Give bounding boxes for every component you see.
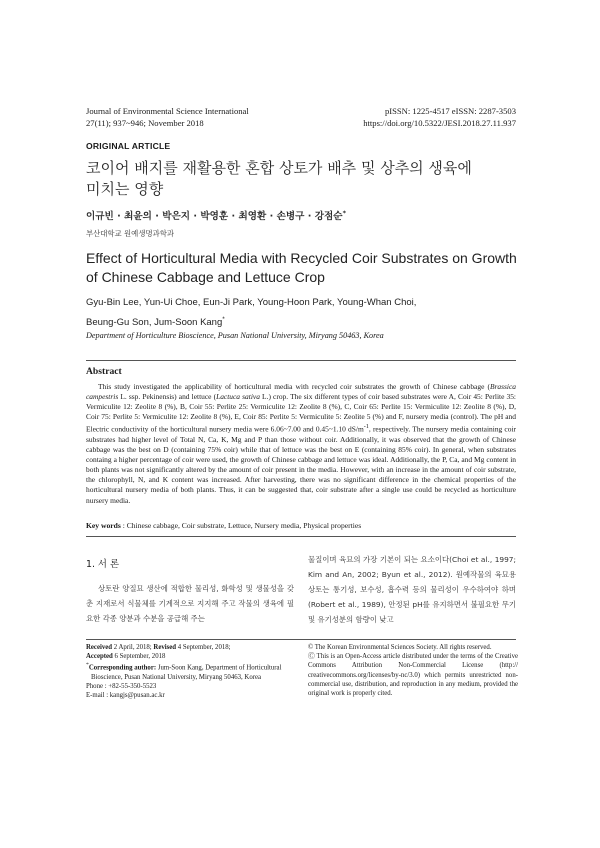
issn-header	[300, 106, 516, 129]
korean-title-line1: 코이어 배지를 재활용한 혼합 상토가 배추 및 상추의 생육에	[86, 159, 472, 177]
corresponding-mark-en: *	[222, 316, 225, 323]
footnote-rule	[86, 639, 516, 640]
corresponding-author-label: Corresponding author:	[88, 664, 157, 672]
body-text-left: 상토란 양질묘 생산에 적합한 물리성, 화학성 및 생물성을 갖춘 지재로서 식물체를 기계적으로 지지해 주고 작물의 생육에 필요한 각종 양분과 수분을 공급해 주는	[86, 584, 294, 623]
english-authors-line1: Gyu-Bin Lee, Yun-Ui Choe, Eun-Ji Park, Young-Hoon Park, Young-Whan Choi,	[86, 297, 417, 308]
corresponding-mark: *	[342, 208, 346, 217]
article-type: ORIGINAL ARTICLE	[86, 141, 171, 151]
abstract-heading: Abstract	[86, 366, 122, 377]
korean-title	[86, 158, 526, 200]
keywords-list: : Chinese cabbage, Coir substrate, Lettuce, Nursery media, Physical properties	[120, 521, 362, 530]
article-history: Received 2 April, 2018; Revised 4 September, 2018; Accepted 6 September, 2018 *Corresponding author: Jum-Soon Kang, Department of Horticultural Bioscience, Pusan National University, Miryang 50463, Korea Phone : +82-55-350-5523 E-mail : kangjs@pusan.ac.kr	[86, 643, 296, 700]
abstract-bottom-rule	[86, 536, 516, 537]
doi-link[interactable]: https://doi.org/10.5322/JESI.2018.27.11.937	[363, 117, 516, 128]
license-text: Ⓒ This is an Open-Access article distributed under the terms of the Creative Commons Attribution Non-Commercial License (http:// creativecommons.org/licenses/by-nc/3.0) which permits unrestricted non-commercial use, distribution, and reproduction in any medium, provided the original work is properly cited.	[308, 653, 518, 698]
keywords-label: Key words	[86, 521, 121, 530]
species-name: Lactuca sativa	[216, 392, 260, 402]
email[interactable]: E-mail : kangjs@pusan.ac.kr	[86, 692, 165, 700]
species-name: Brassica campestris	[86, 382, 516, 402]
body-text-right: 물질이며 육묘의 가장 기본이 되는 요소이다(Choi et al., 1997; Kim and An, 2002; Byun et al., 2012). 원예작물의 육묘용 상토는 통기성, 보수성, 흡수력 등의 물리성이 우수하여야 하며(Robert et al., 1989), 안정된 pH를 유지하면서 불필요한 무기 및 유기성분의 함량이 낮고	[308, 555, 516, 624]
journal-volume: 27(11); 937~946; November 2018	[86, 117, 204, 128]
korean-authors	[86, 208, 346, 222]
phone: Phone : +82-55-350-5523	[86, 683, 157, 691]
issn: pISSN: 1225-4517 eISSN: 2287-3503	[384, 106, 516, 116]
copyright: © The Korean Environmental Sciences Society. All rights reserved.	[308, 644, 492, 651]
abstract-top-rule	[86, 360, 516, 361]
korean-affiliation: 부산대학교 원예생명과학과	[86, 229, 175, 238]
abstract-text: This study investigated the applicability of horticultural media with recycled coir substrates the growth of Chinese cabbage (Brassica campestris L. ssp. Pekinensis) and lettuce (Lactuca sativa L.) crop. The six different types of coir based substrates were A, Coir 45: Perlite 35: Vermiculite 12: Zeolite 8 (%), B, Coir 55: Perlite 25: Vermiculite 12: Zeolite 8 (%), C, Coir 65: Perlite 15: Vermiculite 12: Zeolite 8 (%), D, Coir 75: Perlite 5: Vermiculite 12: Zeolite 8 (%), E, Coir 85: Perlite 5: Vermiculite 5: Zeolite 5 (%) and F, nursery media (control). The pH and Electric conductivity of the horticultural nursery media were 6.06~7.00 and 0.45~1.10 $dS/m^{-1}$, respectively. The nursery media containing coir substrates had higher level of Total N, Ca, K, Mg and P than those without coir. Additionally, it was observed that the growth of Chinese cabbage was the best on D (containing 75% coir) while that of lettuce was the best on E (containing 85% coir). In general, when substrates containg a higher percentage of coir were used, the growth of Chinese cabbage and lettuce was ideal. Additionally, the P, Ca, and Mg content in both plants was not significantly altered by the amount of coir present in the media. However, with an increase in the amount of coir substrate, the chlorophyll, N, and K content was increased. After harvesting, there was no significant difference in the chemical properties of the horticultural nursery media of both plants. Thus, it can be suggested that, coir substrate after a single use could be recycled as horticulture nursery media.	[86, 382, 517, 505]
english-authors-line2: Beung-Gu Son, Jum-Soon Kang	[86, 317, 223, 329]
english-authors	[86, 294, 516, 331]
korean-author-list: 이규빈 · 최윤의 · 박은지 · 박영훈 · 최영환 · 손병구 · 강점순	[86, 211, 343, 222]
keywords	[86, 521, 516, 530]
copyright-license	[308, 643, 518, 698]
english-title: Effect of Horticultural Media with Recycled Coir Substrates on Growth of Chinese Cabbage and Lettuce Crop	[86, 250, 517, 285]
section-heading: 1. 서 론	[86, 559, 120, 570]
journal-header	[86, 106, 326, 129]
journal-name: Journal of Environmental Science International	[86, 106, 249, 116]
korean-title-line2: 미치는 영향	[86, 180, 164, 198]
english-affiliation: Department of Horticulture Bioscience, Pusan National University, Miryang 50463, Korea	[86, 331, 384, 340]
